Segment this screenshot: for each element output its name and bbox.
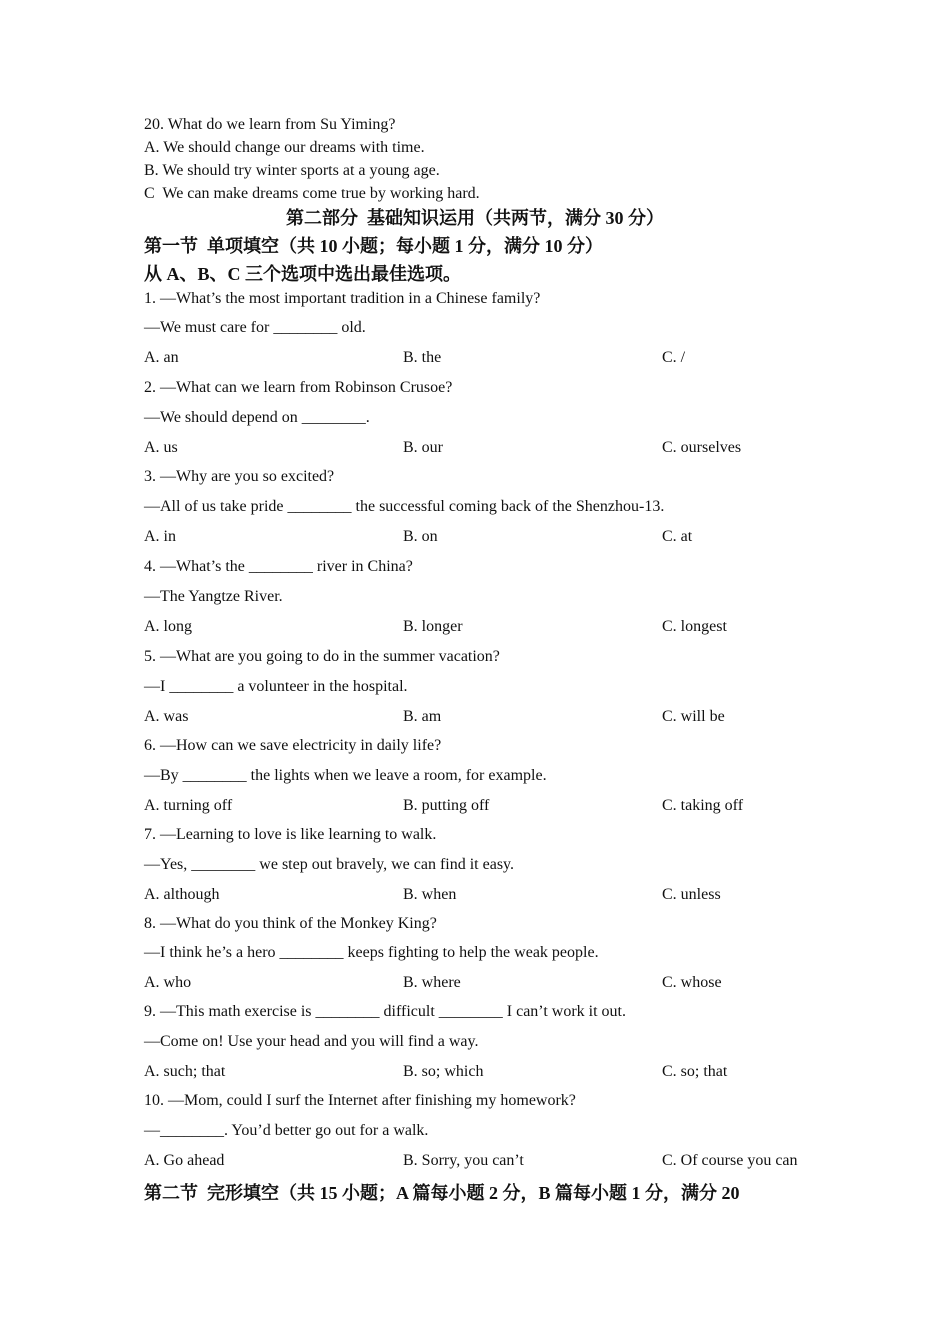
question-1-option-c: C. / bbox=[662, 349, 686, 366]
question-4-option-a: A. long bbox=[144, 618, 192, 635]
question-10-option-a: A. Go ahead bbox=[144, 1152, 225, 1169]
question-3-option-a: A. in bbox=[144, 528, 176, 545]
part-title: 第二部分 基础知识运用（共两节，满分 30 分） bbox=[286, 208, 664, 228]
question-5-option-c: C. will be bbox=[662, 708, 725, 725]
question-8-option-c: C. whose bbox=[662, 974, 722, 991]
question-4-option-c: C. longest bbox=[662, 618, 727, 635]
question-5-option-b: B. am bbox=[403, 708, 442, 725]
section-1-title: 第一节 单项填空（共 10 小题；每小题 1 分，满分 10 分） bbox=[144, 236, 603, 256]
question-10-answer-line: —________. You’d better go out for a walk. bbox=[144, 1122, 429, 1139]
question-8-stem: 8. —What do you think of the Monkey King? bbox=[144, 915, 437, 932]
question-3-option-b: B. on bbox=[403, 528, 438, 545]
question-7-answer-line: —Yes, ________ we step out bravely, we can find it easy. bbox=[144, 856, 515, 873]
question-10-option-c: C. Of course you can bbox=[662, 1152, 798, 1169]
question-3-answer-line: —All of us take pride ________ the successful coming back of the Shenzhou-13. bbox=[144, 498, 665, 515]
question-8-answer-line: —I think he’s a hero ________ keeps fighting to help the weak people. bbox=[144, 944, 599, 961]
question-7-option-b: B. when bbox=[403, 886, 457, 903]
question-8-option-b: B. where bbox=[403, 974, 461, 991]
question-2-option-c: C. ourselves bbox=[662, 439, 742, 456]
section-2-title: 第二节 完形填空（共 15 小题；A 篇每小题 2 分，B 篇每小题 1 分，满分 20 bbox=[144, 1183, 740, 1203]
question-2-answer-line: —We should depend on ________. bbox=[144, 409, 370, 426]
question-20-stem: 20. What do we learn from Su Yiming? bbox=[144, 116, 396, 133]
question-2-option-b: B. our bbox=[403, 439, 443, 456]
section-1-instruction: 从 A、B、C 三个选项中选出最佳选项。 bbox=[144, 264, 462, 284]
question-4-stem: 4. —What’s the ________ river in China? bbox=[144, 558, 413, 575]
question-3-stem: 3. —Why are you so excited? bbox=[144, 468, 335, 485]
question-10-option-b: B. Sorry, you can’t bbox=[403, 1152, 524, 1169]
question-2-option-a: A. us bbox=[144, 439, 178, 456]
question-10-stem: 10. —Mom, could I surf the Internet after finishing my homework? bbox=[144, 1092, 576, 1109]
question-9-option-b: B. so; which bbox=[403, 1063, 484, 1080]
question-1-answer-line: —We must care for ________ old. bbox=[144, 319, 366, 336]
question-8-option-a: A. who bbox=[144, 974, 192, 991]
question-3-option-c: C. at bbox=[662, 528, 693, 545]
question-9-stem: 9. —This math exercise is ________ difficult ________ I can’t work it out. bbox=[144, 1003, 626, 1020]
question-5-stem: 5. —What are you going to do in the summer vacation? bbox=[144, 648, 500, 665]
question-7-option-a: A. although bbox=[144, 886, 220, 903]
question-20-option-a: A. We should change our dreams with time. bbox=[144, 139, 425, 156]
question-4-option-b: B. longer bbox=[403, 618, 463, 635]
question-1-option-a: A. an bbox=[144, 349, 179, 366]
question-1-option-b: B. the bbox=[403, 349, 442, 366]
question-2-stem: 2. —What can we learn from Robinson Crusoe? bbox=[144, 379, 453, 396]
question-9-answer-line: —Come on! Use your head and you will find a way. bbox=[144, 1033, 479, 1050]
question-7-stem: 7. —Learning to love is like learning to walk. bbox=[144, 826, 437, 843]
question-1-stem: 1. —What’s the most important tradition in a Chinese family? bbox=[144, 290, 541, 307]
question-9-option-a: A. such; that bbox=[144, 1063, 226, 1080]
question-6-option-a: A. turning off bbox=[144, 797, 233, 814]
question-6-option-b: B. putting off bbox=[403, 797, 490, 814]
question-6-answer-line: —By ________ the lights when we leave a room, for example. bbox=[144, 767, 547, 784]
question-20-option-b: B. We should try winter sports at a young age. bbox=[144, 162, 440, 179]
question-7-option-c: C. unless bbox=[662, 886, 721, 903]
question-6-option-c: C. taking off bbox=[662, 797, 744, 814]
question-9-option-c: C. so; that bbox=[662, 1063, 728, 1080]
question-5-option-a: A. was bbox=[144, 708, 189, 725]
question-6-stem: 6. —How can we save electricity in daily life? bbox=[144, 737, 442, 754]
question-4-answer-line: —The Yangtze River. bbox=[144, 588, 283, 605]
question-20-option-c: C We can make dreams come true by working hard. bbox=[144, 185, 480, 202]
question-5-answer-line: —I ________ a volunteer in the hospital. bbox=[144, 678, 408, 695]
